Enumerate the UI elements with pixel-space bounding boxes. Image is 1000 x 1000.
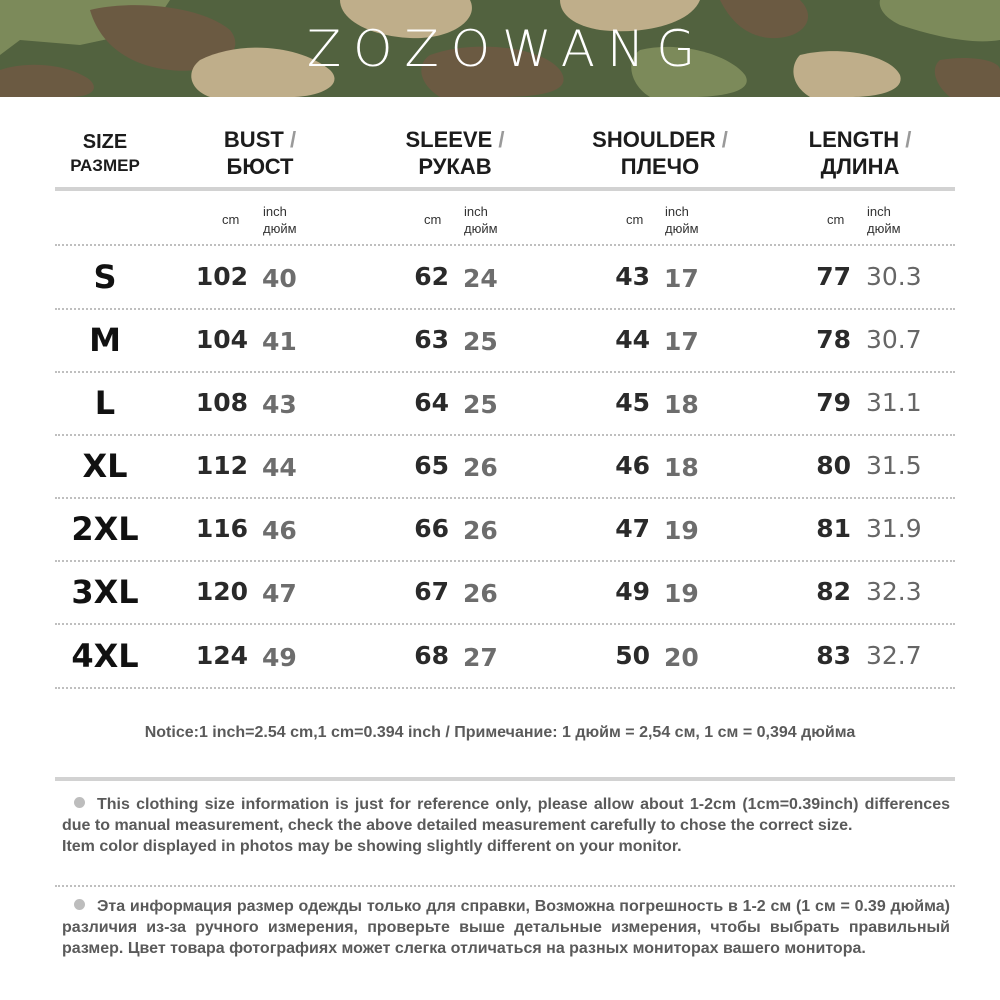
- note-russian-text: Эта информация размер одежды только для справки, Возможна погрешность в 1-2 см (1 см = 0.39 дюйма) различия из-за ручного измерения, проверьте выше детальные измерения, чтобы выбрать правильный размер. Цвет товара фотографиях может слегка отличаться на разных мониторах вашего монитора.: [62, 898, 950, 957]
- bust-header-en: BUST: [223, 127, 284, 152]
- bust-cm: 102: [195, 262, 248, 291]
- note-russian: [62, 896, 950, 959]
- shoulder-cm: 49: [615, 577, 650, 606]
- length-cm: 81: [816, 514, 851, 543]
- length-inch: 31.9: [866, 514, 922, 543]
- shoulder-inch: 17: [664, 327, 699, 356]
- length-inch: 32.3: [866, 577, 922, 606]
- bust-inch: 41: [262, 327, 297, 356]
- sleeve-header-en: SLEEVE: [405, 127, 493, 152]
- length-cm: 79: [816, 388, 851, 417]
- sleeve-cm: 63: [414, 325, 449, 354]
- bust-inch: 47: [262, 579, 297, 608]
- length-inch: 31.1: [866, 388, 922, 417]
- unit-inch-length: inch дюйм: [867, 204, 901, 236]
- sleeve-header-ru: РУКАВ: [418, 154, 492, 179]
- note-english: [62, 794, 950, 857]
- notes-separator: [55, 885, 955, 887]
- sleeve-cm: 66: [414, 514, 449, 543]
- size-label: 2XL: [71, 510, 139, 548]
- bullet-icon: [74, 797, 85, 808]
- bust-cm: 116: [195, 514, 248, 543]
- shoulder-header-en: SHOULDER: [592, 127, 716, 152]
- bust-inch: 44: [262, 453, 297, 482]
- unit-cm-bust: cm: [222, 212, 240, 227]
- length-cm: 78: [816, 325, 851, 354]
- header-divider: [55, 187, 955, 191]
- bust-column-header: BUST / БЮСТ: [190, 126, 330, 180]
- sleeve-inch: 26: [463, 516, 498, 545]
- length-inch: 30.3: [866, 262, 922, 291]
- sleeve-cm: 62: [414, 262, 449, 291]
- row-divider: [55, 560, 955, 562]
- sleeve-cm: 67: [414, 577, 449, 606]
- size-label: 4XL: [71, 637, 139, 675]
- note-english-color: Item color displayed in photos may be showing slightly different on your monitor.: [62, 838, 682, 855]
- sleeve-cm: 68: [414, 641, 449, 670]
- shoulder-inch: 19: [664, 516, 699, 545]
- size-label: S: [93, 258, 117, 296]
- length-header-en: LENGTH: [808, 127, 900, 152]
- bust-cm: 108: [195, 388, 248, 417]
- row-divider: [55, 371, 955, 373]
- length-inch: 31.5: [866, 451, 922, 480]
- sleeve-inch: 25: [463, 327, 498, 356]
- sleeve-cm: 64: [414, 388, 449, 417]
- sleeve-inch: 27: [463, 643, 498, 672]
- row-divider: [55, 687, 955, 689]
- length-cm: 80: [816, 451, 851, 480]
- sleeve-cm: 65: [414, 451, 449, 480]
- shoulder-cm: 50: [615, 641, 650, 670]
- brand-logo-text: ZOZOWANG: [306, 19, 708, 78]
- shoulder-inch: 20: [664, 643, 699, 672]
- length-header-ru: ДЛИНА: [820, 154, 900, 179]
- unit-inch-bust: inch дюйм: [263, 204, 297, 236]
- length-cm: 82: [816, 577, 851, 606]
- bust-inch: 49: [262, 643, 297, 672]
- length-inch: 32.7: [866, 641, 922, 670]
- row-divider: [55, 623, 955, 625]
- unit-cm-length: cm: [827, 212, 845, 227]
- bust-inch: 40: [262, 264, 297, 293]
- shoulder-inch: 17: [664, 264, 699, 293]
- length-column-header: LENGTH / ДЛИНА: [785, 126, 935, 180]
- unit-cm-sleeve: cm: [424, 212, 442, 227]
- shoulder-header-ru: ПЛЕЧО: [620, 154, 700, 179]
- length-cm: 83: [816, 641, 851, 670]
- bust-cm: 124: [195, 641, 248, 670]
- bullet-icon: [74, 899, 85, 910]
- unit-inch-shoulder: inch дюйм: [665, 204, 699, 236]
- sleeve-inch: 25: [463, 390, 498, 419]
- shoulder-inch: 19: [664, 579, 699, 608]
- bust-cm: 104: [195, 325, 248, 354]
- shoulder-cm: 44: [615, 325, 650, 354]
- shoulder-column-header: SHOULDER / ПЛЕЧО: [570, 126, 750, 180]
- sleeve-inch: 26: [463, 579, 498, 608]
- bust-header-ru: БЮСТ: [226, 154, 294, 179]
- sleeve-inch: 26: [463, 453, 498, 482]
- notes-divider: [55, 777, 955, 781]
- shoulder-cm: 46: [615, 451, 650, 480]
- shoulder-cm: 43: [615, 262, 650, 291]
- length-inch: 30.7: [866, 325, 922, 354]
- header-banner: [0, 0, 1000, 97]
- sleeve-column-header: SLEEVE / РУКАВ: [385, 126, 525, 180]
- sleeve-inch: 24: [463, 264, 498, 293]
- size-label: 3XL: [71, 573, 139, 611]
- row-divider: [55, 434, 955, 436]
- row-divider: [55, 308, 955, 310]
- size-label: M: [89, 321, 121, 359]
- size-header-en: SIZE: [82, 131, 128, 153]
- shoulder-cm: 45: [615, 388, 650, 417]
- shoulder-inch: 18: [664, 453, 699, 482]
- size-header-ru: РАЗМЕР: [70, 156, 140, 175]
- unit-inch-sleeve: inch дюйм: [464, 204, 498, 236]
- row-divider: [55, 244, 955, 246]
- shoulder-inch: 18: [664, 390, 699, 419]
- row-divider: [55, 497, 955, 499]
- length-cm: 77: [816, 262, 851, 291]
- bust-cm: 112: [195, 451, 248, 480]
- bust-cm: 120: [195, 577, 248, 606]
- unit-cm-shoulder: cm: [626, 212, 644, 227]
- shoulder-cm: 47: [615, 514, 650, 543]
- conversion-notice: Notice:1 inch=2.54 cm,1 cm=0.394 inch / Примечание: 1 дюйм = 2,54 см, 1 см = 0,394 дюйма: [144, 724, 856, 741]
- note-english-text: This clothing size information is just for reference only, please allow about 1-2cm (1cm=0.39inch) differences due to manual measurement, check the above detailed measurement carefully to chose the correct size.: [62, 796, 950, 834]
- bust-inch: 43: [262, 390, 297, 419]
- size-label: XL: [82, 447, 128, 485]
- size-column-header: [55, 130, 155, 178]
- size-label: L: [94, 384, 116, 422]
- bust-inch: 46: [262, 516, 297, 545]
